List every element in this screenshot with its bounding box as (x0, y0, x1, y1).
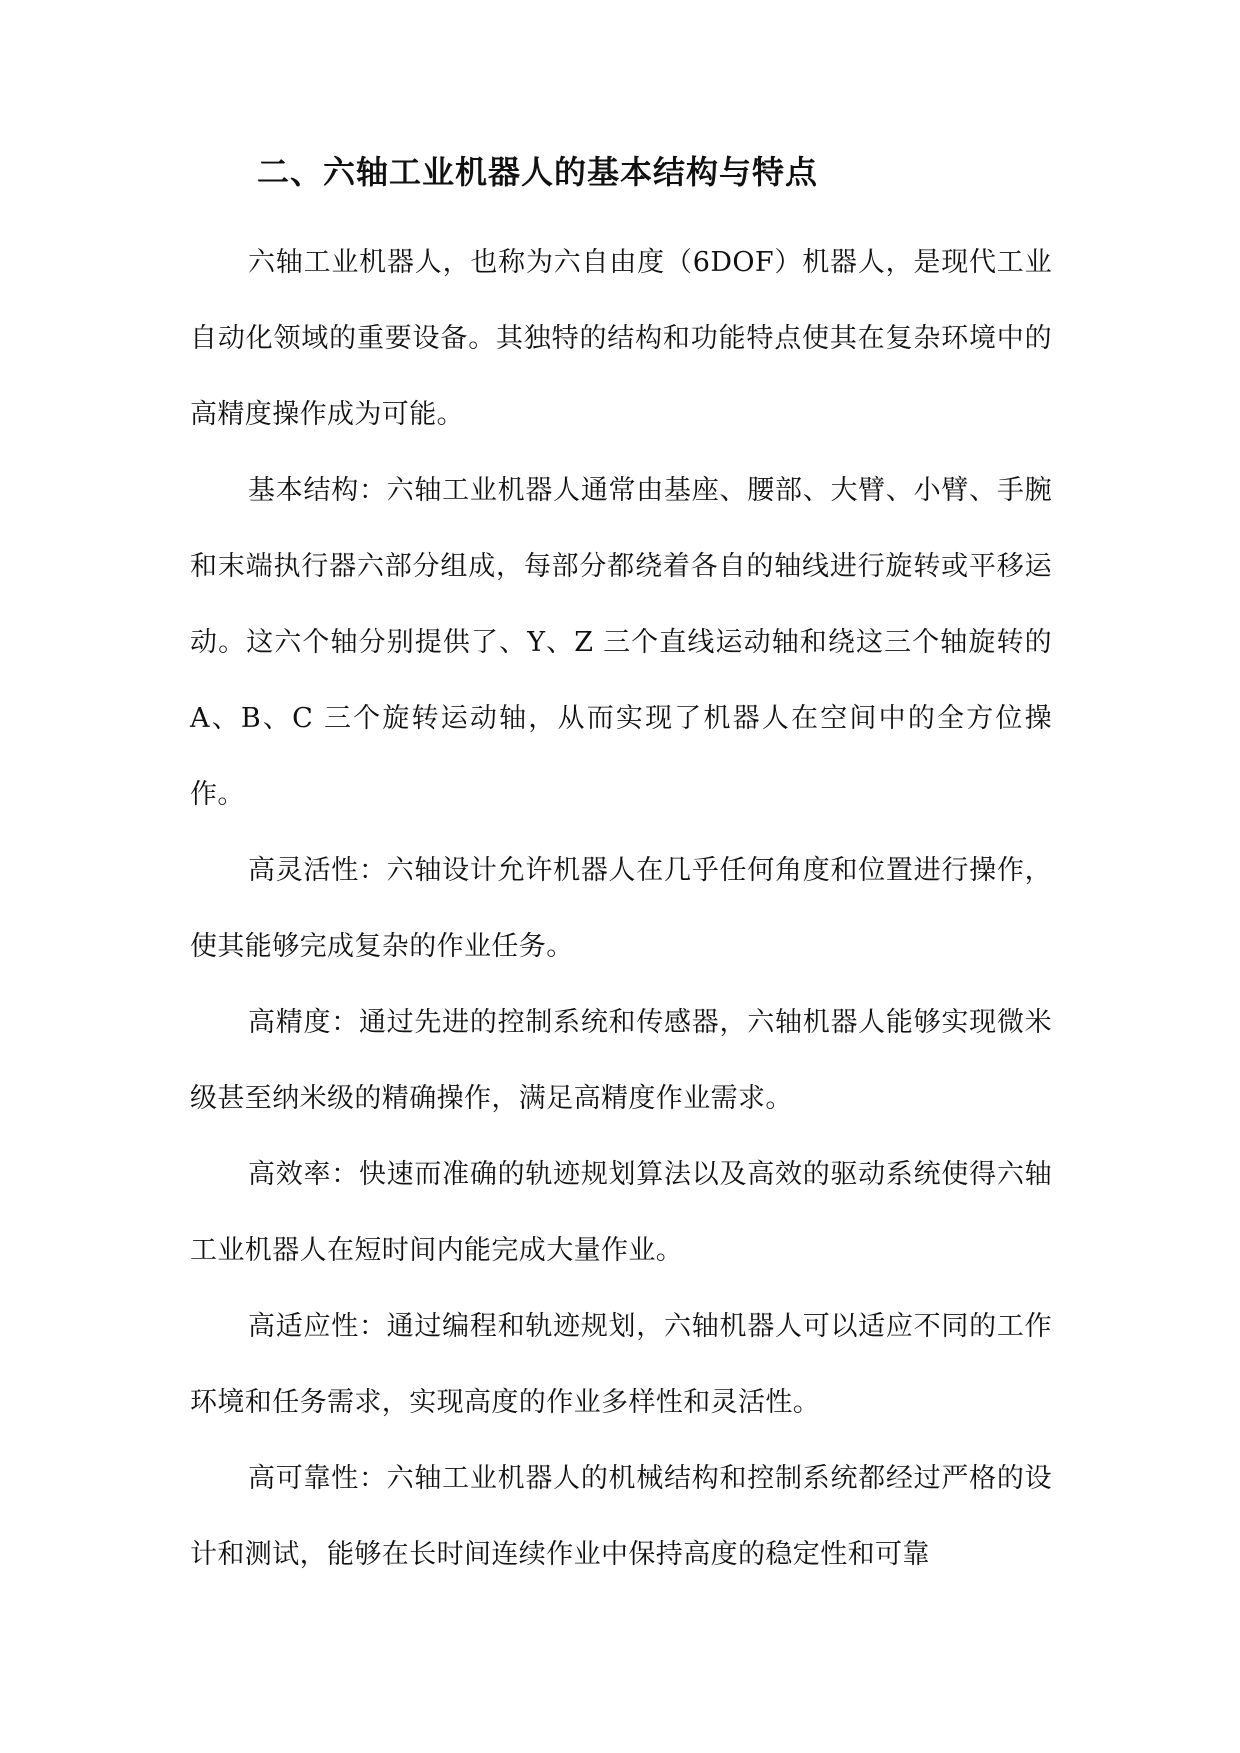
paragraph-basic-structure: 基本结构：六轴工业机器人通常由基座、腰部、大臂、小臂、手腕和末端执行器六部分组成，每部分都绕着各自的轴线进行旋转或平移运动。这六个轴分别提供了、Y、Z 三个直线运动轴和绕这三个轴旋转的 A、B、C 三个旋转运动轴，从而实现了机器人在空间中的全方位操作。 (190, 475, 1052, 810)
paragraph-reliability: 高可靠性：六轴工业机器人的机械结构和控制系统都经过严格的设计和测试，能够在长时间连续作业中保持高度的稳定性和可靠 (190, 1463, 1052, 1570)
paragraph-precision: 高精度：通过先进的控制系统和传感器，六轴机器人能够实现微米级甚至纳米级的精确操作，满足高精度作业需求。 (190, 1007, 1052, 1114)
paragraph-efficiency: 高效率：快速而准确的轨迹规划算法以及高效的驱动系统使得六轴工业机器人在短时间内能完成大量作业。 (190, 1159, 1052, 1266)
paragraph-flexibility: 高灵活性：六轴设计允许机器人在几乎任何角度和位置进行操作，使其能够完成复杂的作业任务。 (190, 855, 1052, 962)
paragraph-adaptability: 高适应性：通过编程和轨迹规划，六轴机器人可以适应不同的工作环境和任务需求，实现高度的作业多样性和灵活性。 (190, 1311, 1052, 1418)
paragraph-intro: 六轴工业机器人，也称为六自由度（6DOF）机器人，是现代工业自动化领域的重要设备。其独特的结构和功能特点使其在复杂环境中的高精度操作成为可能。 (190, 247, 1052, 430)
section-heading: 二、六轴工业机器人的基本结构与特点 (257, 153, 819, 191)
document-body (190, 225, 1052, 1593)
